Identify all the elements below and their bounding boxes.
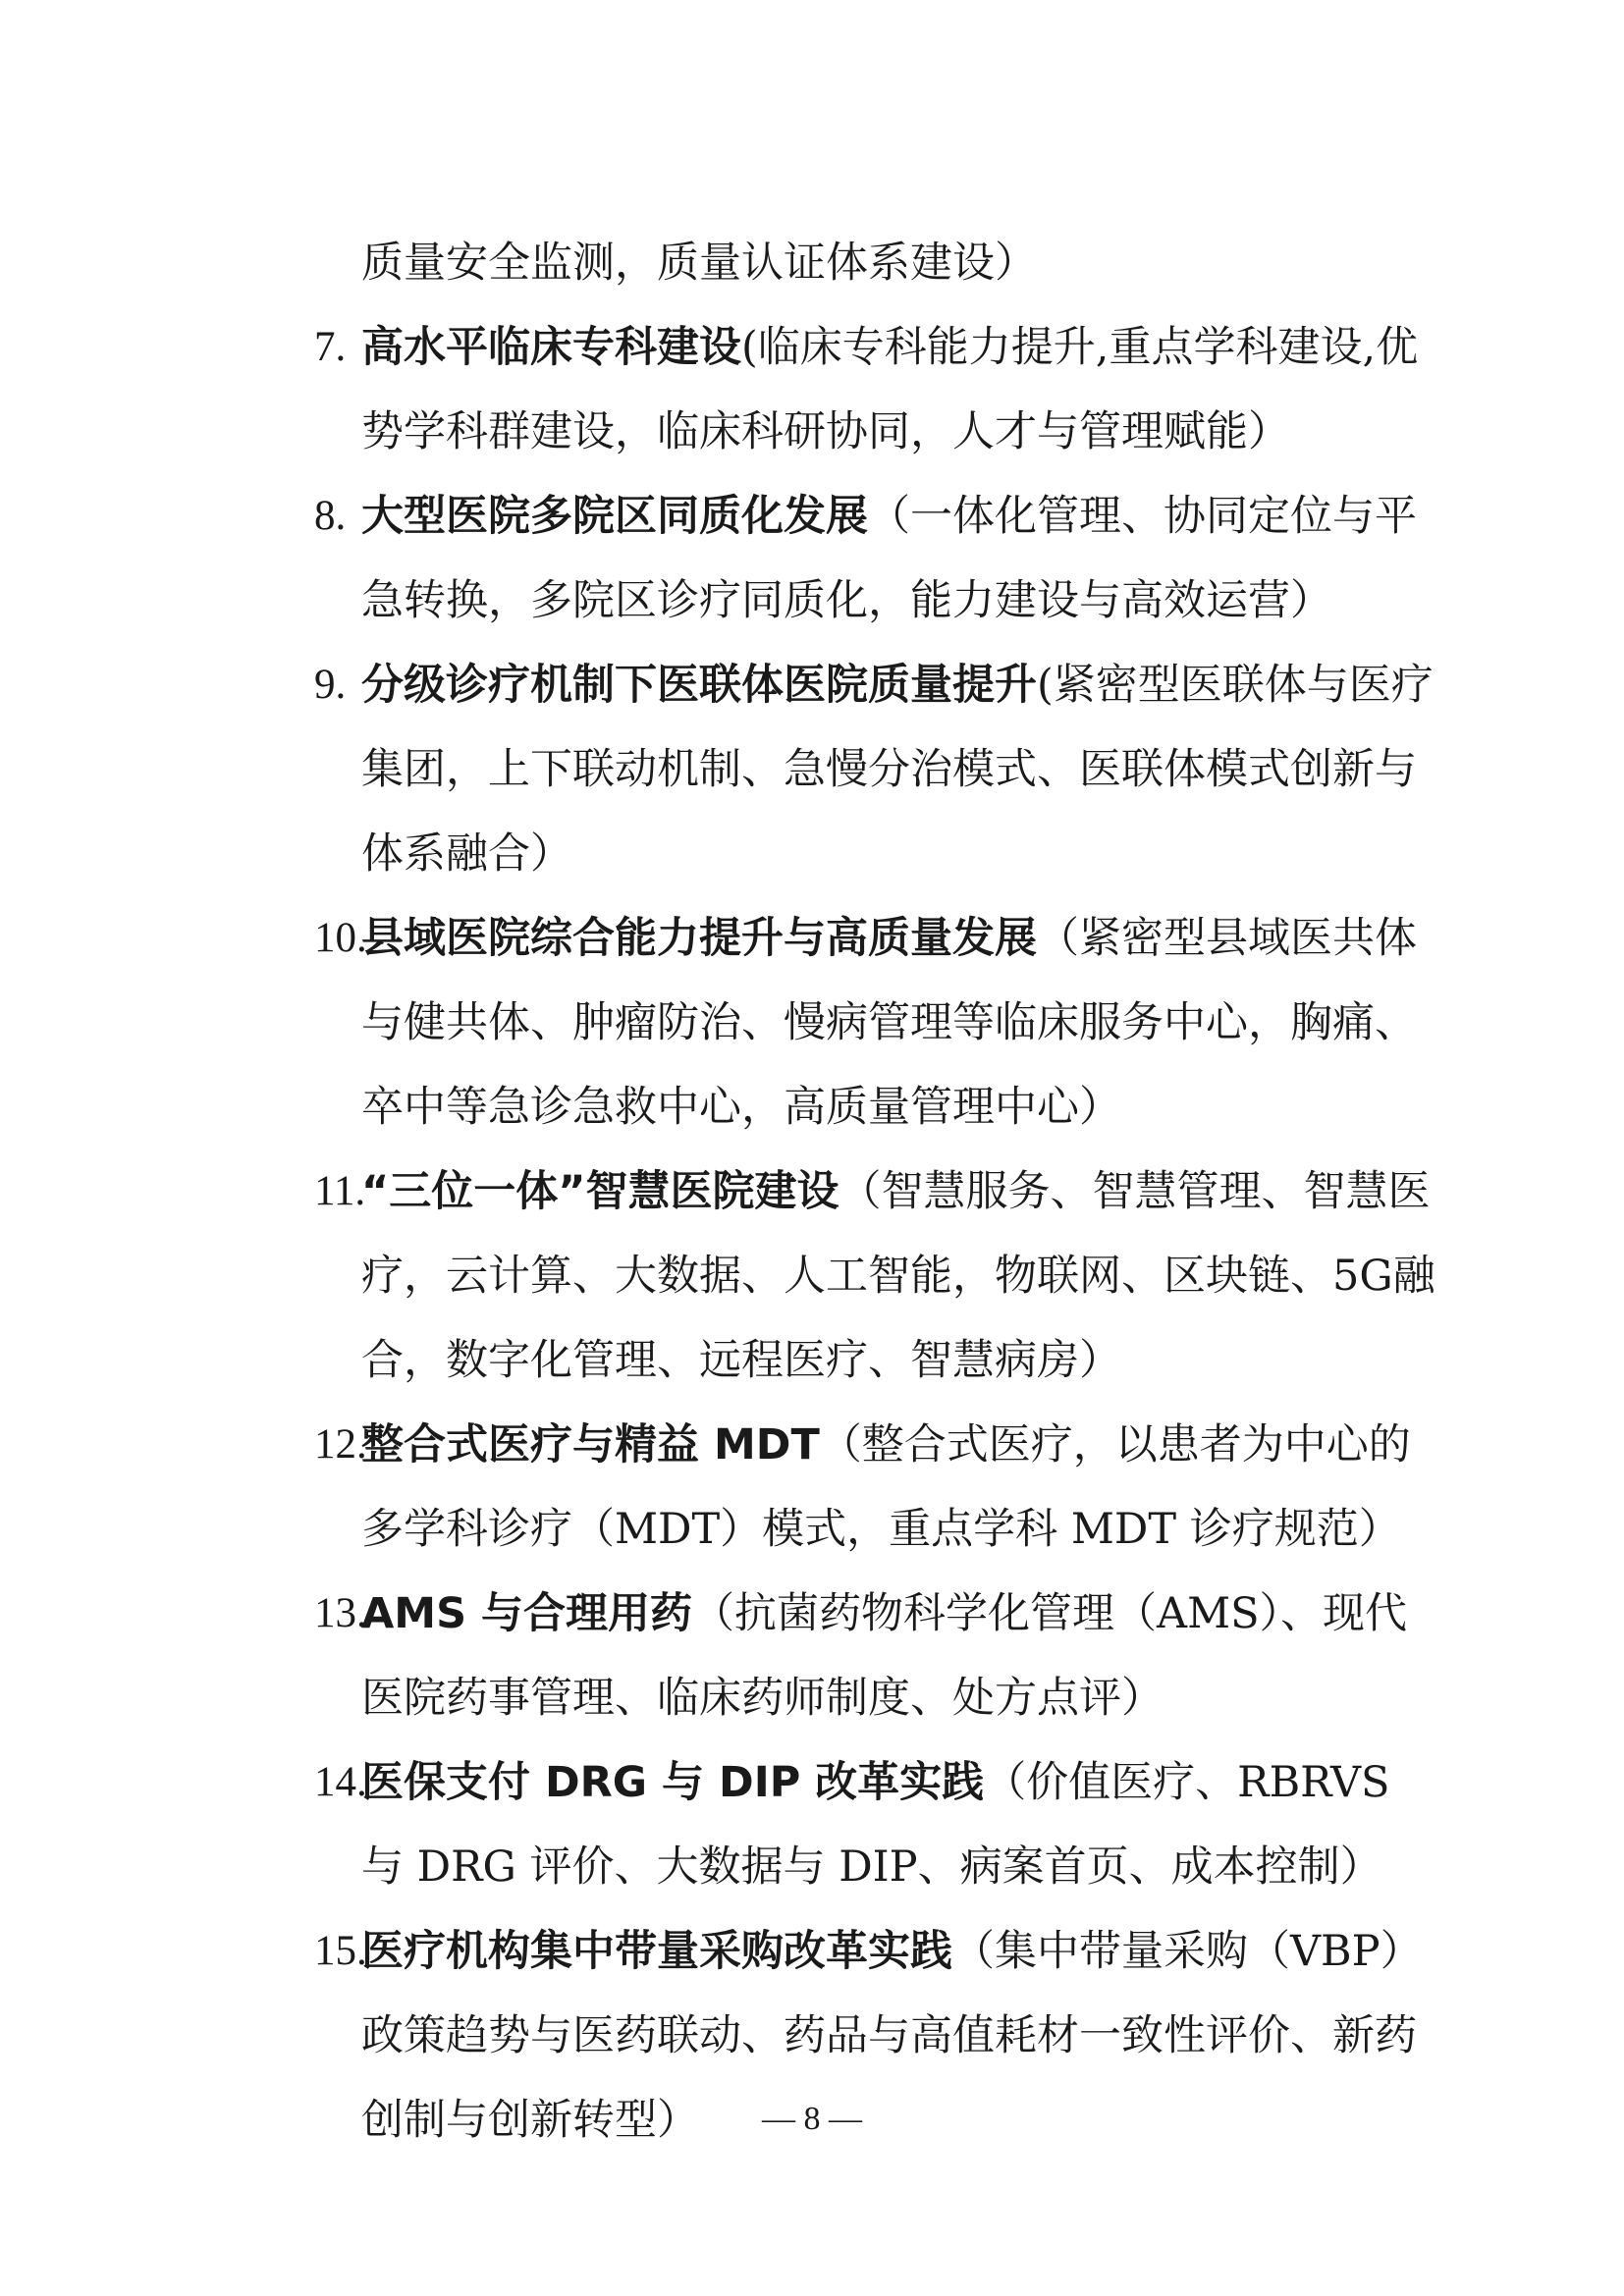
list-item-12 [314, 1403, 1443, 1572]
list-item-11 [314, 1149, 1443, 1403]
item-title: 分级诊疗机制下医联体医院质量提升 [361, 661, 1037, 710]
list-item-9 [314, 643, 1443, 896]
list-item-10 [314, 896, 1443, 1149]
item-number: 13. [314, 1590, 367, 1636]
item-description: （集中带量采购（VBP）政策趋势与医药联动、药品与高值耗材一致性评价、新药创制与创新转型） [361, 1927, 1423, 2145]
item-number: 12. [314, 1421, 367, 1468]
item-number: 15. [314, 1928, 367, 1974]
item-number: 11. [314, 1168, 366, 1214]
list-item-14 [314, 1740, 1443, 1909]
list-item-13 [314, 1572, 1443, 1740]
item-title: 医保支付 DRG 与 DIP 改革实践 [361, 1758, 985, 1807]
item-number: 14. [314, 1759, 367, 1805]
list-item-7 [314, 305, 1443, 474]
item-title: AMS 与合理用药 [361, 1589, 693, 1638]
item-description: （整合式医疗，以患者为中心的多学科诊疗（MDT）模式，重点学科 MDT 诊疗规范） [361, 1420, 1411, 1554]
item-title: 县域医院综合能力提升与高质量发展 [361, 914, 1037, 963]
item-description: （紧密型县域医共体与健共体、肿瘤防治、慢病管理等临床服务中心，胸痛、卒中等急诊急救中心，高质量管理中心） [361, 914, 1417, 1132]
item-description: (紧密型医联体与医疗集团，上下联动机制、急慢分治模式、医联体模式创新与体系融合） [361, 661, 1434, 879]
page-number: — 8 — [762, 2101, 862, 2137]
item-description: （智慧服务、智慧管理、智慧医疗，云计算、大数据、人工智能，物联网、区块链、5G融合，数字化管理、远程医疗、智慧病房） [361, 1167, 1435, 1385]
item-title: 医疗机构集中带量采购改革实践 [361, 1927, 952, 1976]
item-description: （价值医疗、RBRVS 与 DRG 评价、大数据与 DIP、病案首页、成本控制） [361, 1758, 1390, 1892]
continuation-text: 质量安全监测，质量认证体系建设） [361, 239, 1037, 288]
item-number: 9. [314, 662, 347, 708]
item-title: 大型医院多院区同质化发展 [361, 492, 868, 541]
item-title: 整合式医疗与精益 MDT [361, 1420, 820, 1469]
item-title: 高水平临床专科建设 [361, 323, 741, 372]
item-description: (临床专科能力提升,重点学科建设,优势学科群建设，临床科研协同，人才与管理赋能） [361, 323, 1419, 456]
item-title: “三位一体”智慧医院建设 [361, 1167, 839, 1216]
document-body [314, 221, 1443, 2163]
list-item-8 [314, 474, 1443, 643]
item-number: 8. [314, 493, 347, 539]
item-description: （抗菌药物科学化管理（AMS）、现代医院药事管理、临床药师制度、处方点评） [361, 1589, 1408, 1723]
item-description: （一体化管理、协同定位与平急转换，多院区诊疗同质化，能力建设与高效运营） [361, 492, 1417, 625]
item-number: 7. [314, 324, 347, 370]
item-number: 10. [314, 915, 367, 961]
